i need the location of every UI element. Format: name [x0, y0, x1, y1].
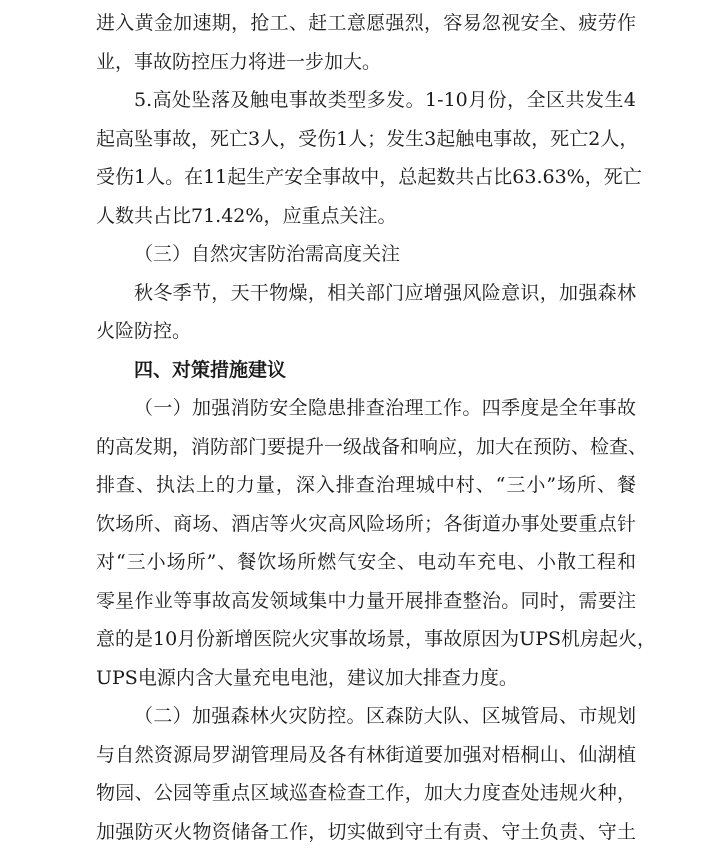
text-line: 人数共占比71.42%，应重点关注。: [96, 197, 636, 236]
subsection-heading: （三）自然灾害防治需高度关注: [96, 235, 636, 274]
text-line: （一）加强消防安全隐患排查治理工作。四季度是全年事故: [96, 389, 636, 428]
text-line: 进入黄金加速期，抢工、赶工意愿强烈，容易忽视安全、疲劳作: [96, 4, 636, 43]
text-line: 饮场所、商场、酒店等火灾高风险场所；各街道办事处要重点针: [96, 505, 636, 544]
text-line: 零星作业等事故高发领域集中力量开展排查整治。同时，需要注: [96, 582, 636, 621]
text-line: 加强防灭火物资储备工作，切实做到守土有责、守土负责、守土: [96, 813, 636, 851]
text-line: 意的是10月份新增医院火灾事故场景，事故原因为UPS机房起火，: [96, 620, 636, 659]
document-page: [96, 4, 636, 851]
text-line: UPS电源内含大量充电电池，建议加大排查力度。: [96, 659, 636, 698]
text-line: （二）加强森林火灾防控。区森防大队、区城管局、市规划: [96, 697, 636, 736]
text-line: 的高发期，消防部门要提升一级战备和响应，加大在预防、检查、: [96, 428, 636, 467]
text-line: 秋冬季节，天干物燥，相关部门应增强风险意识，加强森林: [96, 274, 636, 313]
text-line: 受伤1人。在11起生产安全事故中，总起数共占比63.63%，死亡: [96, 158, 636, 197]
text-line: 物园、公园等重点区域巡查检查工作，加大力度查处违规火种，: [96, 774, 636, 813]
text-line: 对“三小场所”、餐饮场所燃气安全、电动车充电、小散工程和: [96, 543, 636, 582]
text-line: 与自然资源局罗湖管理局及各有林街道要加强对梧桐山、仙湖植: [96, 736, 636, 775]
text-line: 5.高处坠落及触电事故类型多发。1-10月份，全区共发生4: [96, 81, 636, 120]
text-line: 排查、执法上的力量，深入排查治理城中村、“三小”场所、餐: [96, 466, 636, 505]
text-line: 业，事故防控压力将进一步加大。: [96, 43, 636, 82]
section-heading: 四、对策措施建议: [96, 351, 636, 390]
text-line: 起高坠事故，死亡3人，受伤1人；发生3起触电事故，死亡2人，: [96, 120, 636, 159]
text-line: 火险防控。: [96, 312, 636, 351]
